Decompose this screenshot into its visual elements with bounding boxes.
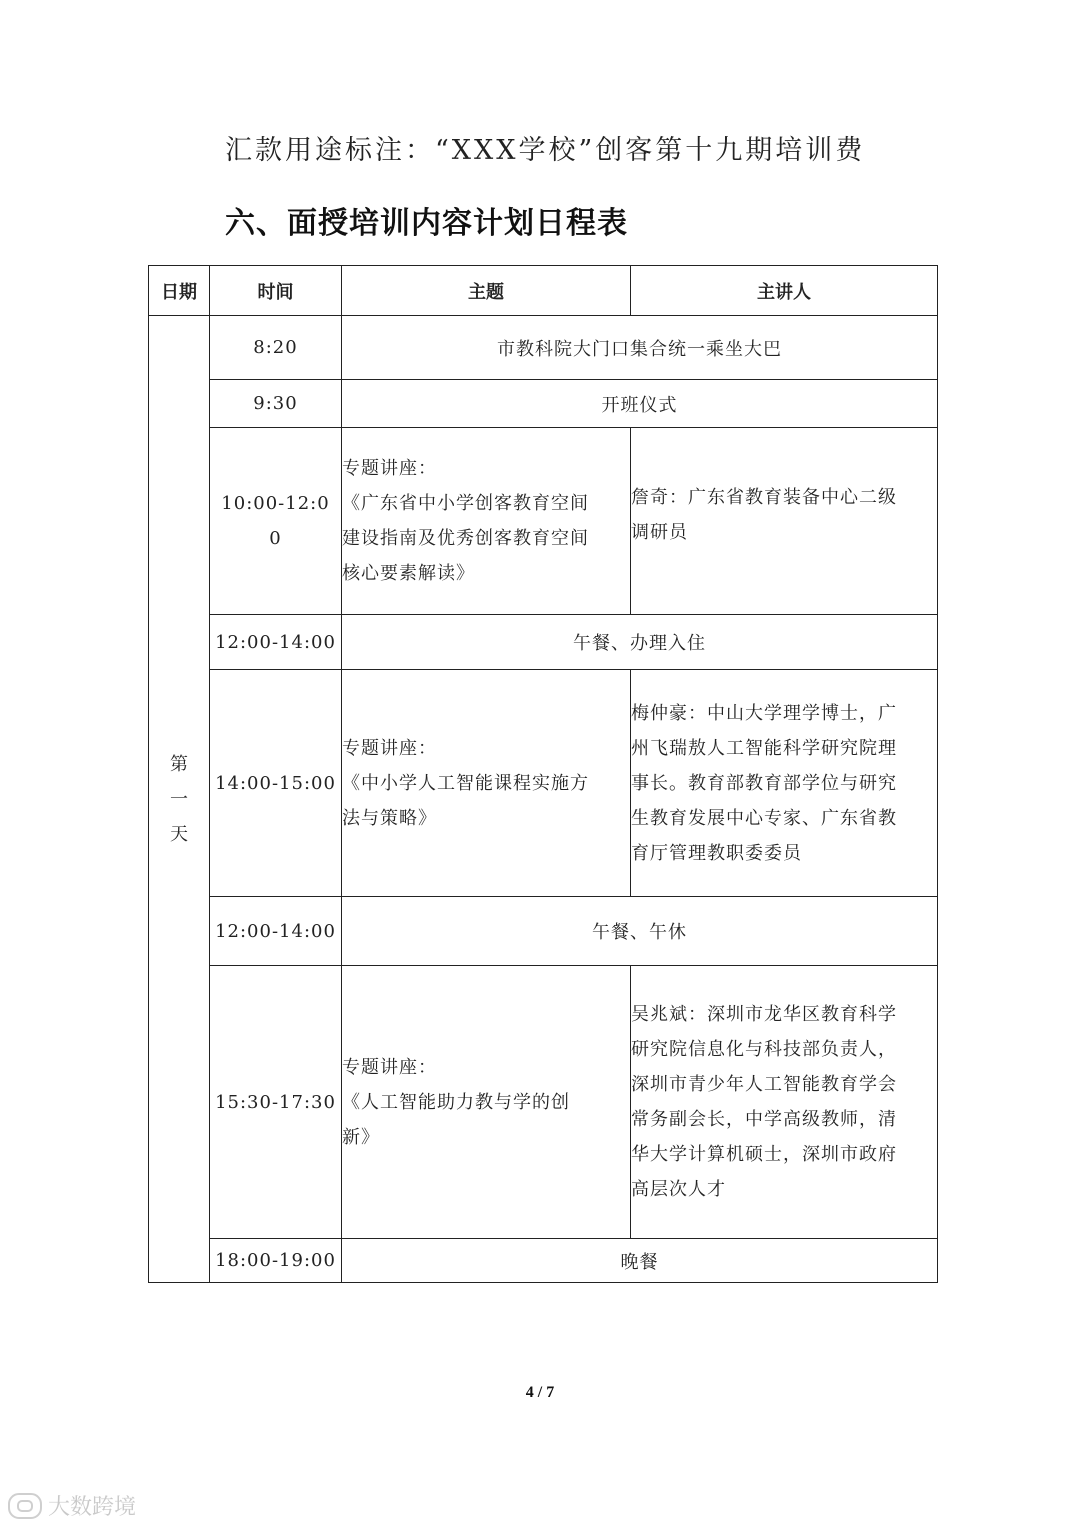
- table-row: [149, 316, 938, 380]
- speaker-cell: 詹奇：广东省教育装备中心二级 调研员: [631, 428, 938, 615]
- header-date: 日期: [149, 266, 210, 316]
- day-cell: 第 一 天: [149, 316, 210, 1283]
- header-time: 时间: [210, 266, 342, 316]
- speaker-cell: 吴兆斌：深圳市龙华区教育科学 研究院信息化与科技部负责人， 深圳市青少年人工智能教育学会 常务副会长，中学高级教师，清 华大学计算机硕士，深圳市政府 高层次人才: [631, 966, 938, 1239]
- agenda-cell: 开班仪式: [342, 380, 938, 428]
- remittance-note: 汇款用途标注：“XXX学校”创客第十九期培训费: [225, 135, 866, 166]
- table-row: [149, 428, 938, 615]
- table-row: [149, 966, 938, 1239]
- topic-cell: 专题讲座： 《人工智能助力教与学的创 新》: [342, 966, 631, 1239]
- agenda-cell: 午餐、办理入住: [342, 615, 938, 670]
- time-cell: 14:00-15:00: [210, 670, 342, 897]
- table-row: [149, 897, 938, 966]
- page-number: 4 / 7: [525, 1384, 555, 1401]
- schedule-table: [148, 265, 938, 1283]
- watermark-logo-icon: [8, 1493, 42, 1519]
- header-speaker: 主讲人: [631, 266, 938, 316]
- topic-cell: 专题讲座： 《中小学人工智能课程实施方 法与策略》: [342, 670, 631, 897]
- table-row: [149, 670, 938, 897]
- table-header-row: [149, 266, 938, 316]
- table-row: [149, 1239, 938, 1283]
- section-title: 六、面授培训内容计划日程表: [225, 206, 628, 241]
- time-cell: 12:00-14:00: [210, 615, 342, 670]
- time-cell: 8:20: [210, 316, 342, 380]
- time-cell: 10:00-12:0 0: [210, 428, 342, 615]
- time-cell: 18:00-19:00: [210, 1239, 342, 1283]
- topic-cell: 专题讲座： 《广东省中小学创客教育空间 建设指南及优秀创客教育空间 核心要素解读》: [342, 428, 631, 615]
- table-row: [149, 615, 938, 670]
- time-cell: 9:30: [210, 380, 342, 428]
- header-topic: 主题: [342, 266, 631, 316]
- time-cell: 12:00-14:00: [210, 897, 342, 966]
- time-cell: 15:30-17:30: [210, 966, 342, 1239]
- watermark: 大数跨境: [8, 1490, 136, 1521]
- agenda-cell: 晚餐: [342, 1239, 938, 1283]
- speaker-cell: 梅仲豪：中山大学理学博士，广 州飞瑞敖人工智能科学研究院理 事长。教育部教育部学位与研究 生教育发展中心专家、广东省教 育厅管理教职委委员: [631, 670, 938, 897]
- agenda-cell: 午餐、午休: [342, 897, 938, 966]
- agenda-cell: 市教科院大门口集合统一乘坐大巴: [342, 316, 938, 380]
- table-row: [149, 380, 938, 428]
